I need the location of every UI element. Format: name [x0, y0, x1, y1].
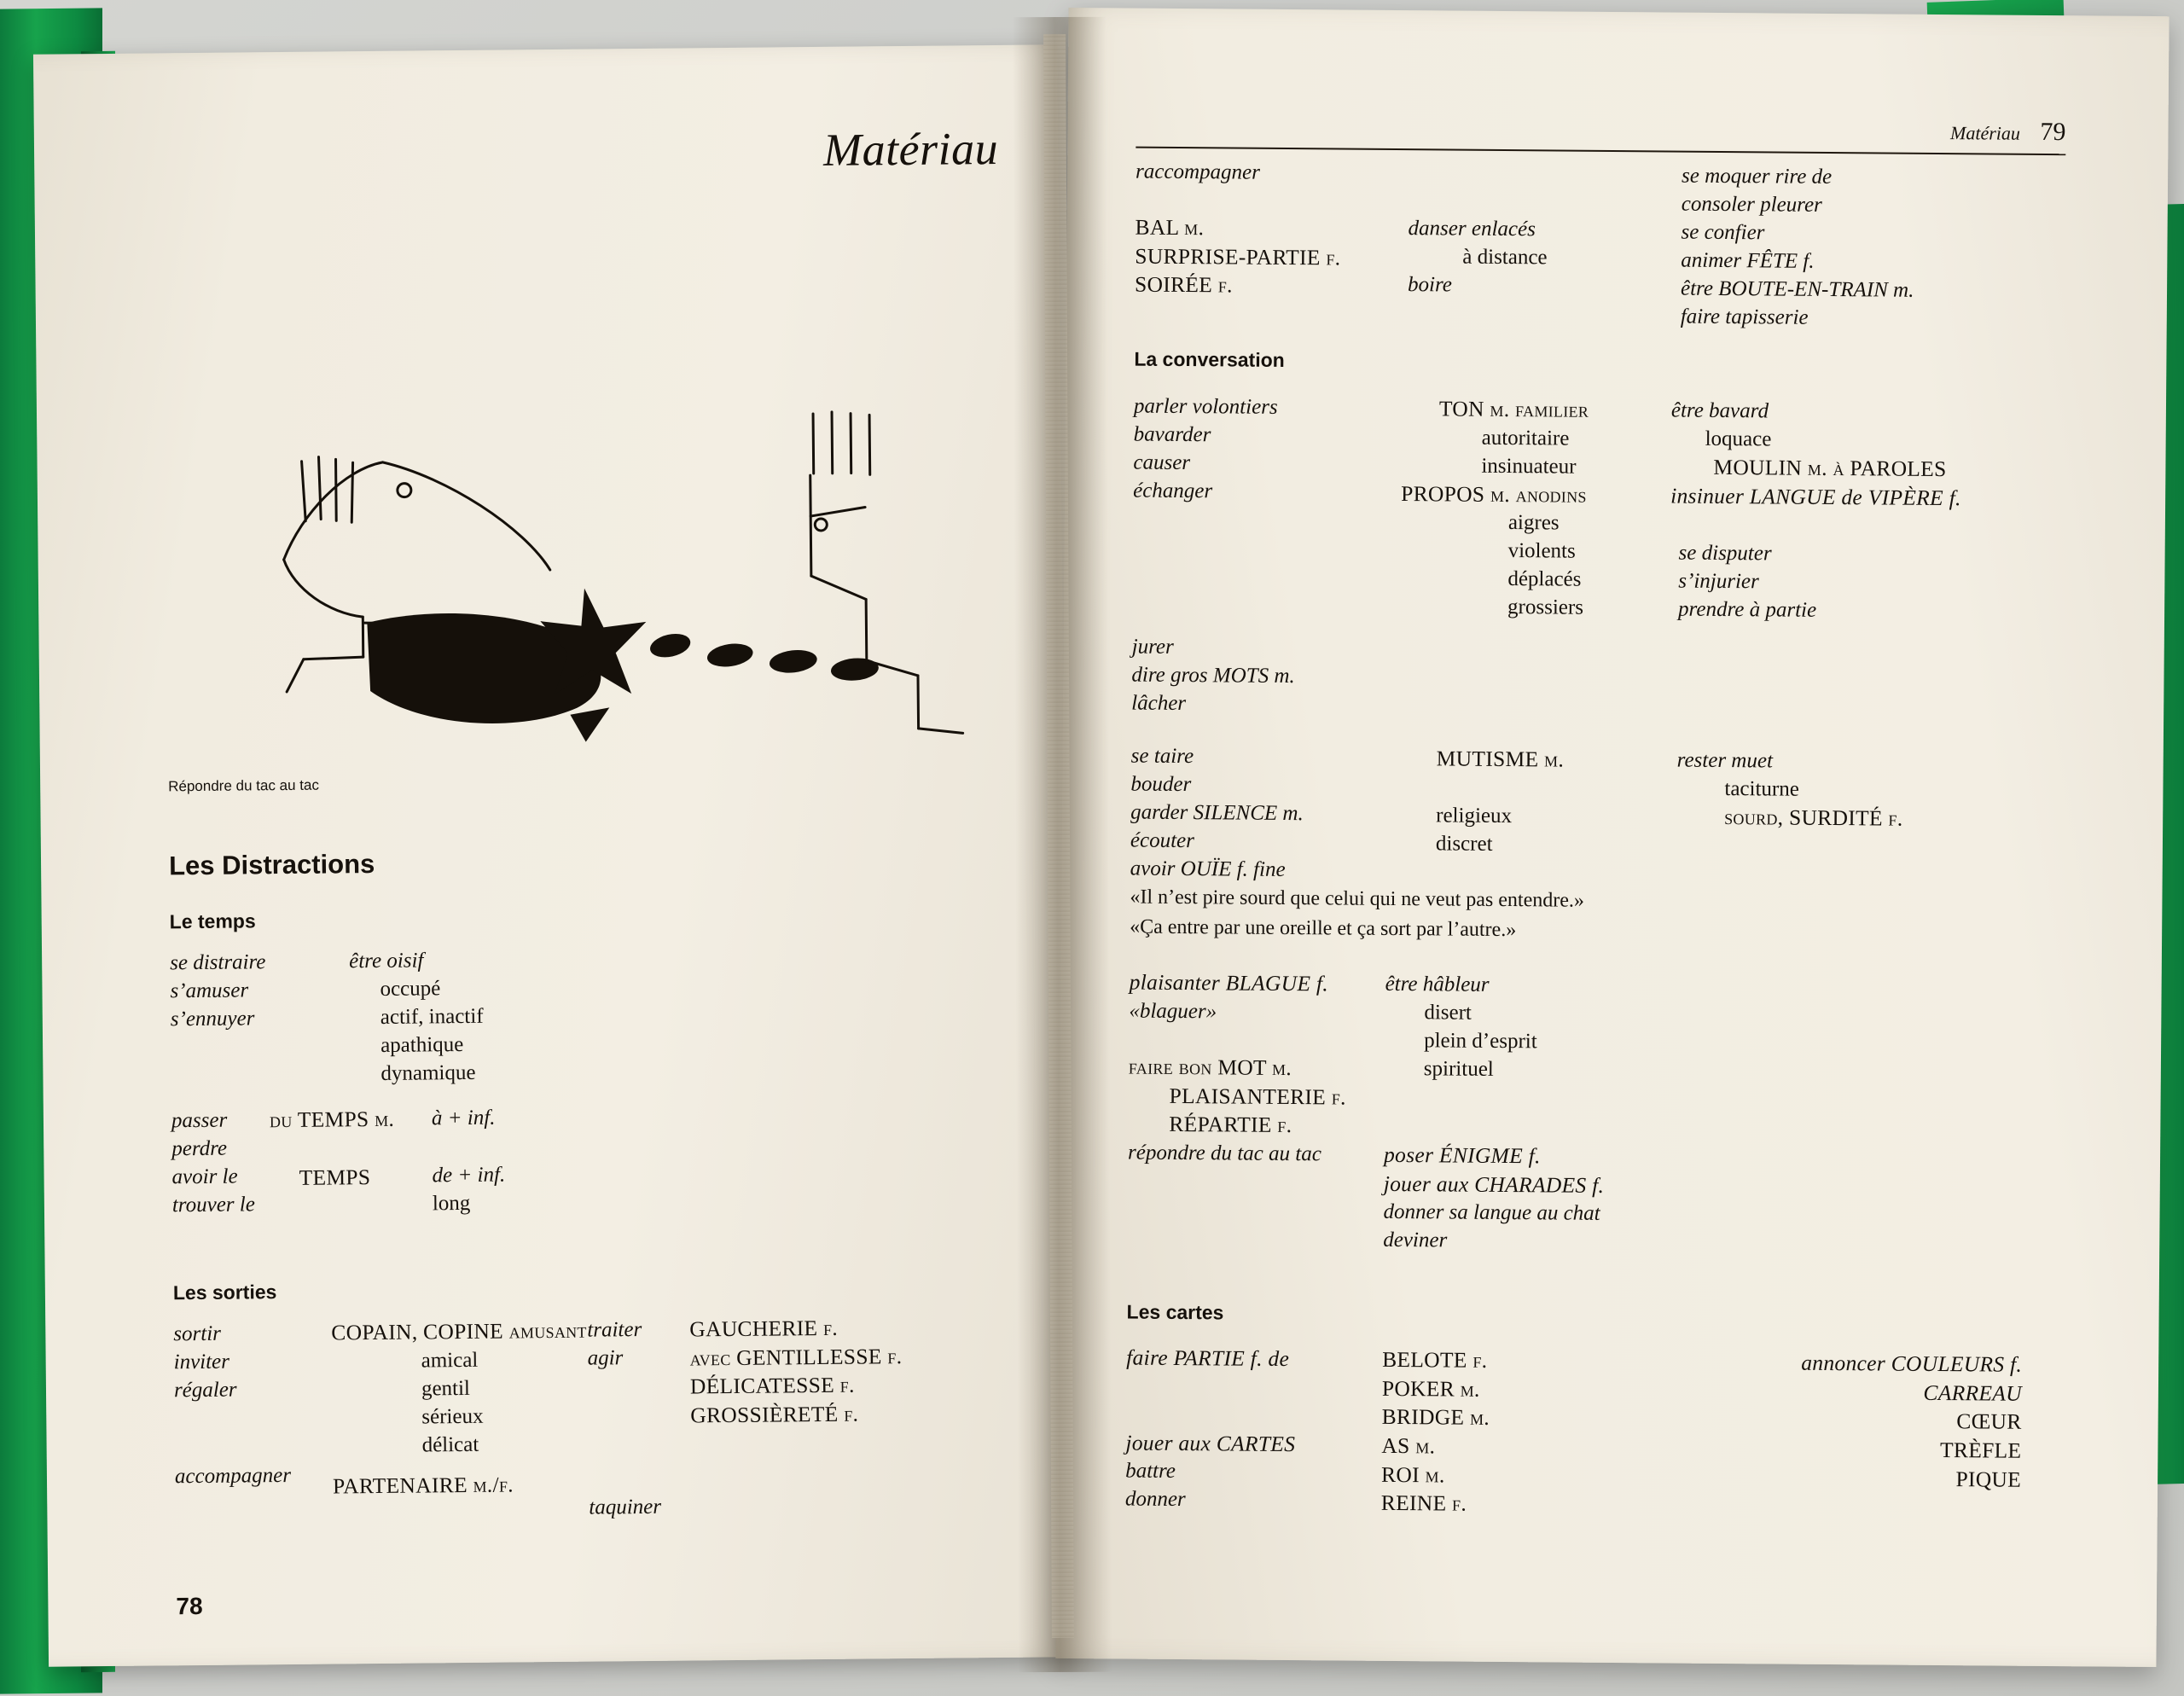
sorties-col1: sortir inviter régaler accompagner: [173, 1321, 292, 1489]
conversation-col1: parler volontiers bavarder causer échanger: [1133, 394, 1278, 503]
jeux-col1: répondre du tac au tac: [1127, 1141, 1321, 1166]
sorties-col3: traiter agir taquiner: [587, 1318, 662, 1519]
temps2-col3: à + inf. de + inf. long: [431, 1106, 506, 1216]
conversation-col2: TON m. familier autoritaire insinuateur PROPOS m. anodins aigres violents déplacés grossiers: [1401, 396, 1589, 620]
sorties-col4: GAUCHERIE f. avec GENTILLESSE f. DÉLICATESSE f. GROSSIÈRETÉ f.: [689, 1315, 903, 1428]
sorties-block: [173, 1313, 903, 1525]
right-page: [1055, 8, 2169, 1667]
esprit-col2: être hâbleur disert plein d’esprit spirituel: [1385, 972, 1537, 1081]
sorties-col2: COPAIN, COPINE amusant amical gentil sérieux délicat PARTENAIRE m./f.: [331, 1317, 587, 1499]
top-block: [1135, 158, 2066, 334]
cartes-col2: BELOTE f. POKER m. BRIDGE m. AS m. ROI m. REINE f.: [1380, 1346, 1490, 1516]
temps-block-2: [171, 1104, 506, 1221]
subheading-les-cartes: Les cartes: [1126, 1300, 1224, 1324]
conversation-col3: être bavard loquace MOULIN m. à PAROLES insinuer LANGUE de VIPÈRE f. se disputer s’injurier prendre à partie: [1670, 398, 1961, 623]
top-col3: se moquer rire de consoler pleurer se confier animer FÊTE f. être BOUTE-EN-TRAIN m. faire tapisserie: [1680, 164, 1914, 329]
illustration-repondre-du-tac-au-tac: [267, 404, 970, 769]
esprit-block: [1128, 968, 2059, 1147]
subheading-le-temps: Le temps: [169, 909, 256, 933]
esprit-col1: plaisanter BLAGUE f. «blaguer» faire bon MOT m. PLAISANTERIE f. RÉPARTIE f.: [1128, 969, 1346, 1138]
left-page-content: [136, 122, 999, 1620]
section-heading-distractions: Les Distractions: [168, 849, 375, 881]
figure-caption: Répondre du tac au tac: [168, 776, 320, 795]
jurer-block: jurer dire gros MOTS m. lâcher: [1131, 635, 1295, 716]
temps2-col1: passer perdre avoir le trouver le: [171, 1108, 256, 1217]
left-page: [33, 44, 1072, 1666]
top-col2: danser enlacés à distance boire: [1407, 217, 1548, 297]
top-col1: raccompagner BAL m. SURPRISE-PARTIE f. SOIRÉE f.: [1134, 160, 1341, 298]
jeux-block: [1127, 1139, 2058, 1260]
temps-col1: se distraire s’amuser s’ennuyer: [170, 950, 266, 1031]
silence-col1: se taire bouder garder SILENCE m. écouter avoir OUÏE f. fine: [1130, 744, 1304, 881]
header-rule: [1136, 147, 2065, 156]
folio-left: 78: [176, 1592, 203, 1620]
subheading-la-conversation: La conversation: [1134, 347, 1285, 371]
silence-block: [1130, 742, 2061, 891]
cartes-col3: annoncer COULEURS f. CARREAU CŒUR TRÈFLE PIQUE: [1801, 1350, 2023, 1492]
running-header: [1136, 111, 2065, 156]
conversation-block: [1132, 392, 2064, 627]
running-head-line: Matériau 79: [1950, 117, 2066, 147]
proverbs-block: «Il n’est pire sourd que celui qui ne veut pas entendre.» «Ça entre par une oreille et ça sort par l’autre.»: [1130, 886, 1585, 941]
silence-col2: MUTISME m. religieux discret: [1435, 746, 1565, 856]
temps-block-1: [170, 946, 484, 1090]
page-title: Matériau: [822, 122, 999, 176]
right-page-content: [1124, 111, 2100, 1516]
temps2-col2: du TEMPS m. TEMPS: [269, 1106, 395, 1190]
cartes-col1: faire PARTIE f. de jouer aux CARTES battre donner: [1124, 1345, 1296, 1512]
temps-col2: être oisif occupé actif, inactif apathique dynamique: [349, 949, 484, 1085]
cartes-block: [1125, 1344, 2057, 1523]
silence-col3: rester muet taciturne sourd, SURDITÉ f.: [1676, 748, 1903, 831]
subheading-les-sorties: Les sorties: [172, 1281, 277, 1304]
jeux-col2: poser ÉNIGME f. jouer aux CHARADES f. donner sa langue au chat deviner: [1383, 1141, 1605, 1252]
